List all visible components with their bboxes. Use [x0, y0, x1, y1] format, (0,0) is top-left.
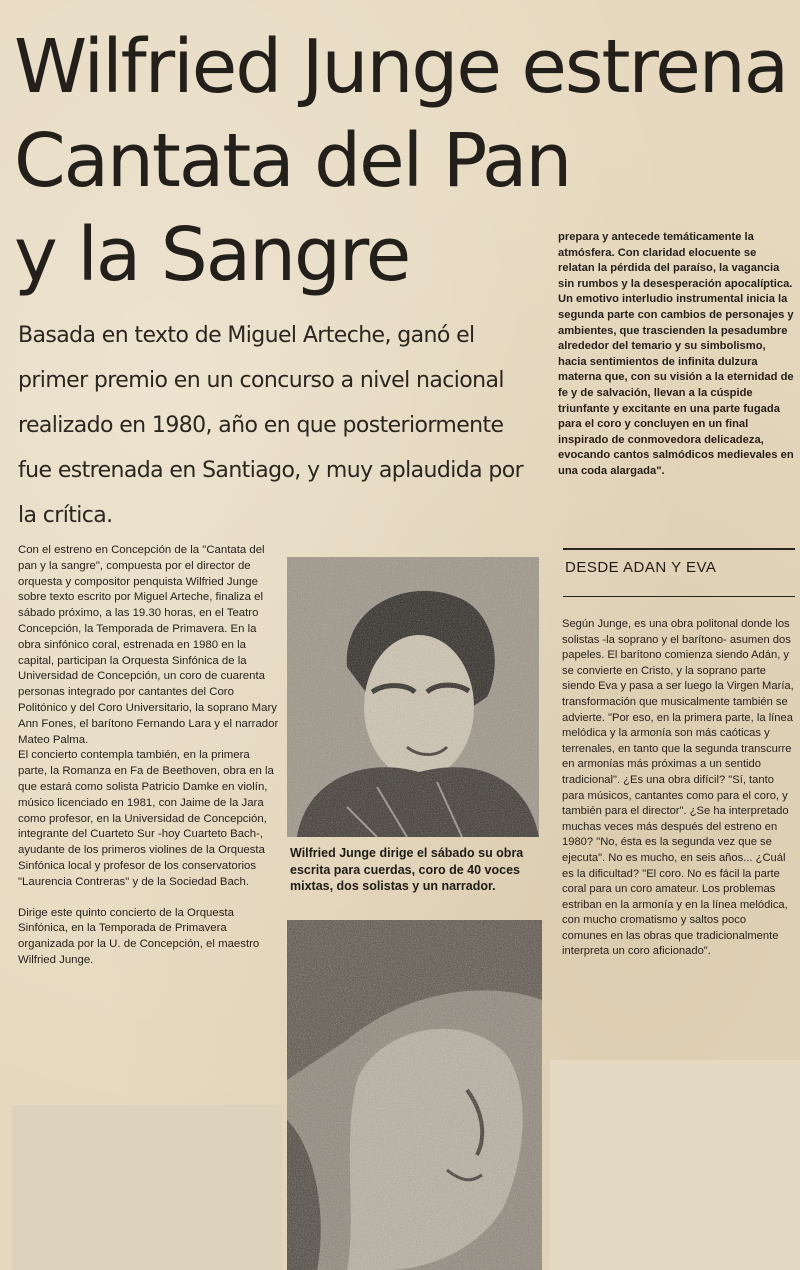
paragraph: El concierto contempla también, en la primera parte, la Romanza en Fa de Beethoven, obra en la que estará como solista Patricio Damke en violín, músico licenciado en 1981, con Jaime de la Jara como profesor, en la Universidad de Concepción, integrante del Cuarteto Sur -hoy Cuarteto Bach-, ayudante de los primeros violines de la Orquesta Sinfónica local y profesor de los conservatorios "Laurencia Contreras" y de la Sociedad Bach. — [18, 749, 274, 888]
headline-line: Wilfried Junge estrena — [14, 24, 788, 110]
photo-caption: Wilfried Junge dirige el sábado su obra escrita para cuerdas, coro de 40 voces mixtas, dos solistas y un narrador. — [290, 846, 524, 893]
right-column-continuation — [558, 230, 794, 480]
portrait-photo-image — [287, 557, 539, 837]
paragraph: Con el estreno en Concepción de la "Cantata del pan y la sangre", compuesta por el director de orquesta y compositor penquista Wilfried Junge sobre texto escrito por Miguel Arteche, finaliza el sábado próximo, a las 19.30 horas, en el Teatro Concepción, la Temporada de Primavera. En la obra sinfónico coral, estrenada en 1980 en la capital, participan la Orquesta Sinfónica de la Universidad de Concepción, un coro de cuarenta personas integrado por cantantes del Coro Politónico y del Coro Universitario, la soprano Mary Ann Fones, el barítono Fernando Lara y el narrador Mateo Palma. — [18, 544, 279, 746]
blank-area — [550, 1060, 800, 1270]
subheadline: Basada en texto de Miguel Arteche, ganó el primer premio en un concurso a nivel nacional realizado en 1980, año en que posteriormente fue estrenada en Santiago, y muy aplaudida por la crítica. — [18, 323, 524, 528]
section-divider — [563, 548, 795, 550]
profile-photo-image — [287, 920, 542, 1270]
paragraph: Según Junge, es una obra politonal donde los solistas -la soprano y el barítono- asumen dos papeles. El barítono comienza siendo Adán, y se convierte en Cristo, y la soprano parte siendo Eva y pasa a ser luego la Virgen María, transformación que musicalmente también se advierte. "Por eso, en la primera parte, la línea melódica y la armonía son más caóticas y terrenales, en tanto que la segunda transcurre en armonías más próximas a un sentido tradicional". ¿Es una obra difícil? "Sí, tanto para músicos, cantantes como para el coro, y también para el director". ¿Se ha interpretado muchas veces más después del estreno en 1980? "No, ésta es la segunda vez que se ejecuta". No es mucho, en seis años... ¿Cuál es la dificultad? "El coro. No es fácil la parte coral para un coro amateur. Los problemas estriban en la armonía y en la línea melódica, con mucho cromatismo y saltos poco comunes en las obras que tradicionalmente interpreta un coro aficionado". — [562, 618, 794, 958]
paragraph: prepara y antecede temáticamente la atmósfera. Con claridad elocuente se relatan la pérdida del paraíso, la vagancia sin rumbos y la desesperación apocalíptica. Un emotivo interludio instrumental inicia la segunda parte con cambios de personajes y ambientes, que trascienden la pesadumbre alrededor del temario y su simbolismo, hacia sentimientos de infinita dulzura materna que, con su visión a la eternidad de fe y de salvación, llevan a la cúspide triunfante y excitante en una parte fugada para el coro y concluyen en un final inspirado de conmovedora delicadeza, evocando cantos salmódicos medievales en una coda alargada". — [558, 231, 794, 477]
portrait-photo — [287, 557, 539, 837]
left-column — [18, 543, 280, 969]
blank-area — [12, 1105, 282, 1270]
paragraph: Dirige este quinto concierto de la Orquesta Sinfónica, en la Temporada de Primavera organizada por la U. de Concepción, el maestro Wilfried Junge. — [18, 906, 260, 966]
right-column — [562, 617, 794, 960]
headline-line: y la Sangre — [14, 212, 410, 298]
section-title: DESDE ADAN Y EVA — [565, 559, 717, 576]
section-divider — [563, 596, 795, 597]
profile-photo — [287, 920, 542, 1270]
headline-line: Cantata del Pan — [14, 118, 571, 204]
